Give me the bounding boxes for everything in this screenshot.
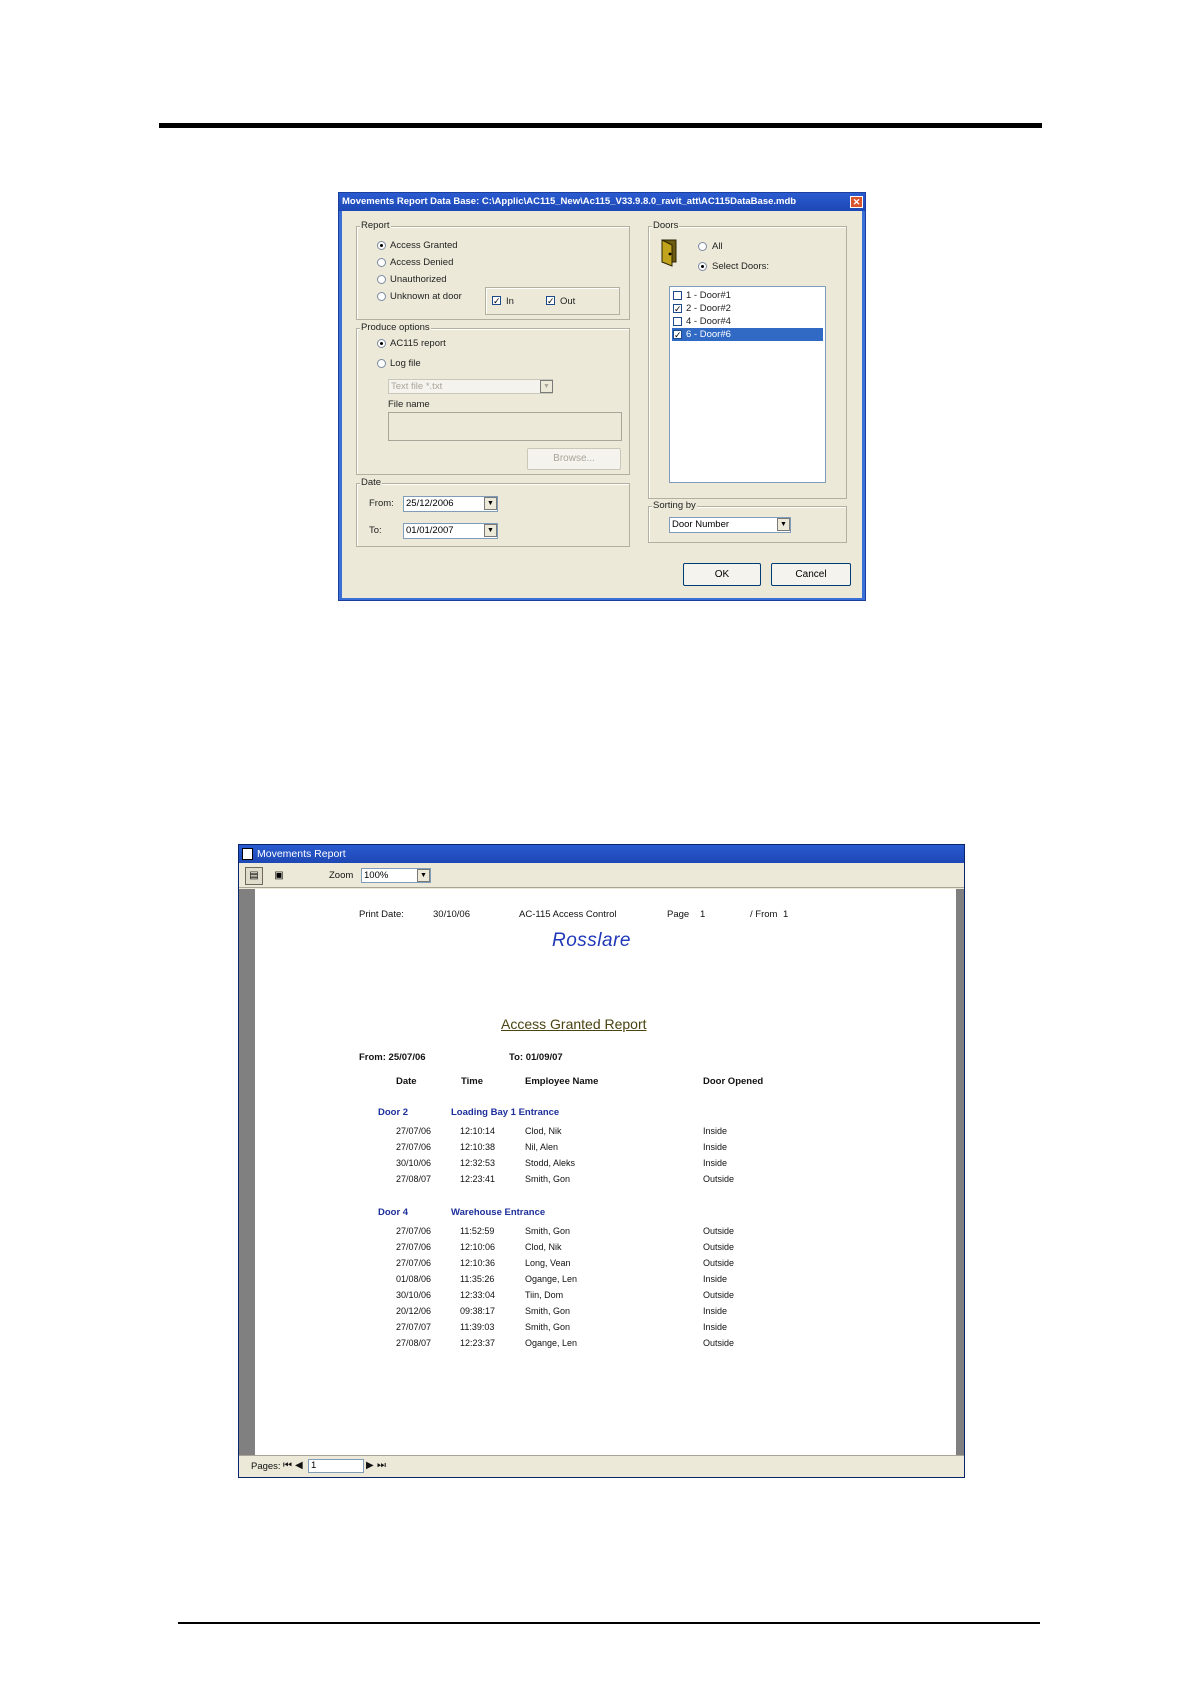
produce-options-group xyxy=(356,322,630,475)
cancel-button[interactable]: Cancel xyxy=(771,563,851,586)
export-icon[interactable]: ▣ xyxy=(274,870,284,881)
report-status-bar xyxy=(239,1455,964,1477)
report-window-icon xyxy=(242,848,253,860)
column-time: Time xyxy=(461,1076,484,1087)
radio-unauthorized[interactable] xyxy=(377,275,386,284)
from-pages-label: / From xyxy=(750,909,778,920)
row-employee: Long, Vean xyxy=(525,1258,571,1268)
door-2-checkbox[interactable]: ✓ xyxy=(674,304,682,314)
row-door-opened: Inside xyxy=(703,1322,728,1332)
row-employee: Ogange, Len xyxy=(525,1338,578,1348)
to-label: To: xyxy=(369,525,382,536)
row-date: 30/10/06 xyxy=(396,1158,432,1168)
door-2-label: 2 - Door#2 xyxy=(686,303,731,314)
last-page-icon[interactable]: ⏭ xyxy=(377,1460,386,1471)
page-input[interactable]: 1 xyxy=(308,1459,364,1473)
option-unauthorized: Unauthorized xyxy=(390,274,447,285)
zoom-chevron-icon[interactable]: ▼ xyxy=(417,869,430,882)
report-group xyxy=(356,220,630,320)
row-time: 12:33:04 xyxy=(460,1290,496,1300)
group-door-name: Warehouse Entrance xyxy=(451,1207,546,1218)
row-door-opened: Outside xyxy=(703,1338,735,1348)
pages-label: Pages: xyxy=(251,1461,281,1472)
browse-button[interactable]: Browse... xyxy=(527,448,621,470)
door-6-checkbox[interactable]: ✓ xyxy=(674,330,682,340)
row-employee: Clod, Nik xyxy=(525,1242,562,1252)
row-time: 12:32:53 xyxy=(460,1158,496,1168)
from-pages-number: 1 xyxy=(783,909,789,920)
ok-button[interactable]: OK xyxy=(683,563,761,586)
row-door-opened: Inside xyxy=(703,1158,728,1168)
sorting-group xyxy=(648,500,847,543)
in-label: In xyxy=(506,296,514,307)
first-page-icon[interactable]: ⏮ xyxy=(283,1460,292,1471)
row-date: 27/07/06 xyxy=(396,1142,432,1152)
dialog-body xyxy=(342,211,862,598)
door-1-label: 1 - Door#1 xyxy=(686,290,731,301)
report-title: Access Granted Report xyxy=(501,1016,647,1032)
top-rule xyxy=(159,123,1042,128)
next-page-icon[interactable]: ▶ xyxy=(366,1460,374,1471)
report-window-title: Movements Report xyxy=(239,845,964,863)
group-door-number: Door 4 xyxy=(378,1207,409,1218)
row-door-opened: Outside xyxy=(703,1226,735,1236)
option-ac115-report: AC115 report xyxy=(390,338,446,349)
option-access-denied: Access Denied xyxy=(390,257,454,268)
radio-access-granted[interactable] xyxy=(377,241,386,250)
door-list-item[interactable] xyxy=(672,289,823,302)
file-name-label: File name xyxy=(388,399,430,410)
row-time: 12:10:38 xyxy=(460,1142,496,1152)
page-number: 1 xyxy=(700,909,706,920)
dialog-title: Movements Report Data Base: C:\Applic\AC115_New\Ac115_V33.9.8.0_ravit_att\AC115DataBase.mdb xyxy=(339,193,865,211)
row-employee: Nil, Alen xyxy=(525,1142,559,1152)
row-time: 11:39:03 xyxy=(460,1322,495,1332)
door-1-checkbox[interactable] xyxy=(673,291,682,300)
row-door-opened: Inside xyxy=(703,1126,728,1136)
print-date-value: 30/10/06 xyxy=(433,909,470,920)
row-door-opened: Inside xyxy=(703,1274,728,1284)
row-date: 27/07/06 xyxy=(396,1242,432,1252)
row-date: 30/10/06 xyxy=(396,1290,432,1300)
row-time: 11:52:59 xyxy=(460,1226,495,1236)
row-time: 12:10:36 xyxy=(460,1258,496,1268)
row-time: 11:35:26 xyxy=(460,1274,495,1284)
date-group xyxy=(356,477,630,547)
door-4-label: 4 - Door#4 xyxy=(686,316,731,327)
file-name-input[interactable] xyxy=(388,412,622,441)
report-viewer-window xyxy=(238,844,965,1478)
row-door-opened: Outside xyxy=(703,1258,735,1268)
zoom-select[interactable]: 100% xyxy=(361,868,431,883)
file-type-select[interactable]: Text file *.txt xyxy=(388,379,553,394)
door-icon xyxy=(659,237,681,267)
group-door-name: Loading Bay 1 Entrance xyxy=(451,1107,560,1118)
door-6-label: 6 - Door#6 xyxy=(686,329,731,340)
chevron-down-icon[interactable]: ▼ xyxy=(540,380,553,393)
row-time: 09:38:17 xyxy=(460,1306,496,1316)
row-date: 27/07/06 xyxy=(396,1126,432,1136)
row-time: 12:10:06 xyxy=(460,1242,496,1252)
radio-select-doors[interactable] xyxy=(698,262,707,271)
in-checkbox[interactable]: ✓ xyxy=(493,296,501,306)
door-list-item[interactable] xyxy=(672,315,823,328)
radio-unknown-at-door[interactable] xyxy=(377,292,386,301)
row-employee: Ogange, Len xyxy=(525,1274,578,1284)
door-list xyxy=(669,286,826,483)
produce-options-label: Produce options xyxy=(361,322,430,333)
row-employee: Tiin, Dom xyxy=(525,1290,564,1300)
row-door-opened: Outside xyxy=(703,1174,735,1184)
row-date: 27/08/07 xyxy=(396,1338,432,1348)
system-name: AC-115 Access Control xyxy=(519,909,617,920)
sorting-select[interactable]: Door Number xyxy=(669,517,791,533)
group-door-number: Door 2 xyxy=(378,1107,409,1118)
row-date: 27/07/06 xyxy=(396,1226,432,1236)
from-label: From: xyxy=(369,498,394,509)
row-door-opened: Inside xyxy=(703,1306,728,1316)
row-employee: Stodd, Aleks xyxy=(525,1158,576,1168)
row-time: 12:23:41 xyxy=(460,1174,496,1184)
doors-all-label: All xyxy=(712,241,723,252)
row-employee: Smith, Gon xyxy=(525,1174,571,1184)
out-checkbox[interactable]: ✓ xyxy=(547,296,555,306)
range-from: From: 25/07/06 xyxy=(359,1052,426,1063)
from-date-field[interactable]: 25/12/2006 xyxy=(403,496,498,512)
row-employee: Clod, Nik xyxy=(525,1126,562,1136)
radio-doors-all[interactable] xyxy=(698,242,707,251)
to-date-chevron-icon[interactable]: ▼ xyxy=(484,524,497,537)
report-toolbar xyxy=(239,863,964,888)
rosslare-logo: Rosslare xyxy=(552,930,631,951)
row-employee: Smith, Gon xyxy=(525,1322,571,1332)
row-door-opened: Outside xyxy=(703,1290,735,1300)
doors-group xyxy=(648,220,847,499)
prev-page-icon[interactable]: ◀ xyxy=(295,1460,303,1471)
door-4-checkbox[interactable] xyxy=(673,317,682,326)
bottom-rule xyxy=(178,1622,1040,1624)
radio-log-file[interactable] xyxy=(377,359,386,368)
door-list-item[interactable] xyxy=(672,302,823,315)
row-date: 27/07/07 xyxy=(396,1322,432,1332)
door-list-item-selected[interactable] xyxy=(672,328,823,341)
column-door-opened: Door Opened xyxy=(703,1076,764,1087)
print-preview-icon[interactable]: ▤ xyxy=(245,867,263,885)
zoom-label: Zoom xyxy=(329,870,354,881)
row-door-opened: Inside xyxy=(703,1142,728,1152)
direction-box xyxy=(485,287,620,315)
column-date: Date xyxy=(396,1076,417,1087)
option-unknown-at-door: Unknown at door xyxy=(390,291,462,302)
row-employee: Smith, Gon xyxy=(525,1306,571,1316)
option-access-granted: Access Granted xyxy=(390,240,458,251)
radio-ac115-report[interactable] xyxy=(377,339,386,348)
range-to: To: 01/09/07 xyxy=(509,1052,563,1063)
date-group-label: Date xyxy=(361,477,382,488)
radio-access-denied[interactable] xyxy=(377,258,386,267)
row-date: 27/08/07 xyxy=(396,1174,432,1184)
column-employee-name: Employee Name xyxy=(525,1076,599,1087)
doors-group-label: Doors xyxy=(653,220,679,231)
page-label: Page xyxy=(667,909,690,920)
option-log-file: Log file xyxy=(390,358,421,369)
print-date-label: Print Date: xyxy=(359,909,404,920)
row-time: 12:10:14 xyxy=(460,1126,496,1136)
out-label: Out xyxy=(560,296,576,307)
report-group-label: Report xyxy=(361,220,390,231)
row-door-opened: Outside xyxy=(703,1242,735,1252)
row-employee: Smith, Gon xyxy=(525,1226,571,1236)
row-time: 12:23:37 xyxy=(460,1338,496,1348)
row-date: 20/12/06 xyxy=(396,1306,432,1316)
report-page[interactable] xyxy=(255,889,956,1455)
sorting-chevron-icon[interactable]: ▼ xyxy=(777,518,790,531)
from-date-chevron-icon[interactable]: ▼ xyxy=(484,497,497,510)
select-doors-label: Select Doors: xyxy=(712,261,770,272)
movements-report-dialog xyxy=(338,192,866,601)
to-date-field[interactable]: 01/01/2007 xyxy=(403,523,498,539)
close-icon[interactable]: ✕ xyxy=(850,196,863,208)
row-date: 01/08/06 xyxy=(396,1274,432,1284)
row-date: 27/07/06 xyxy=(396,1258,432,1268)
sorting-group-label: Sorting by xyxy=(653,500,696,511)
